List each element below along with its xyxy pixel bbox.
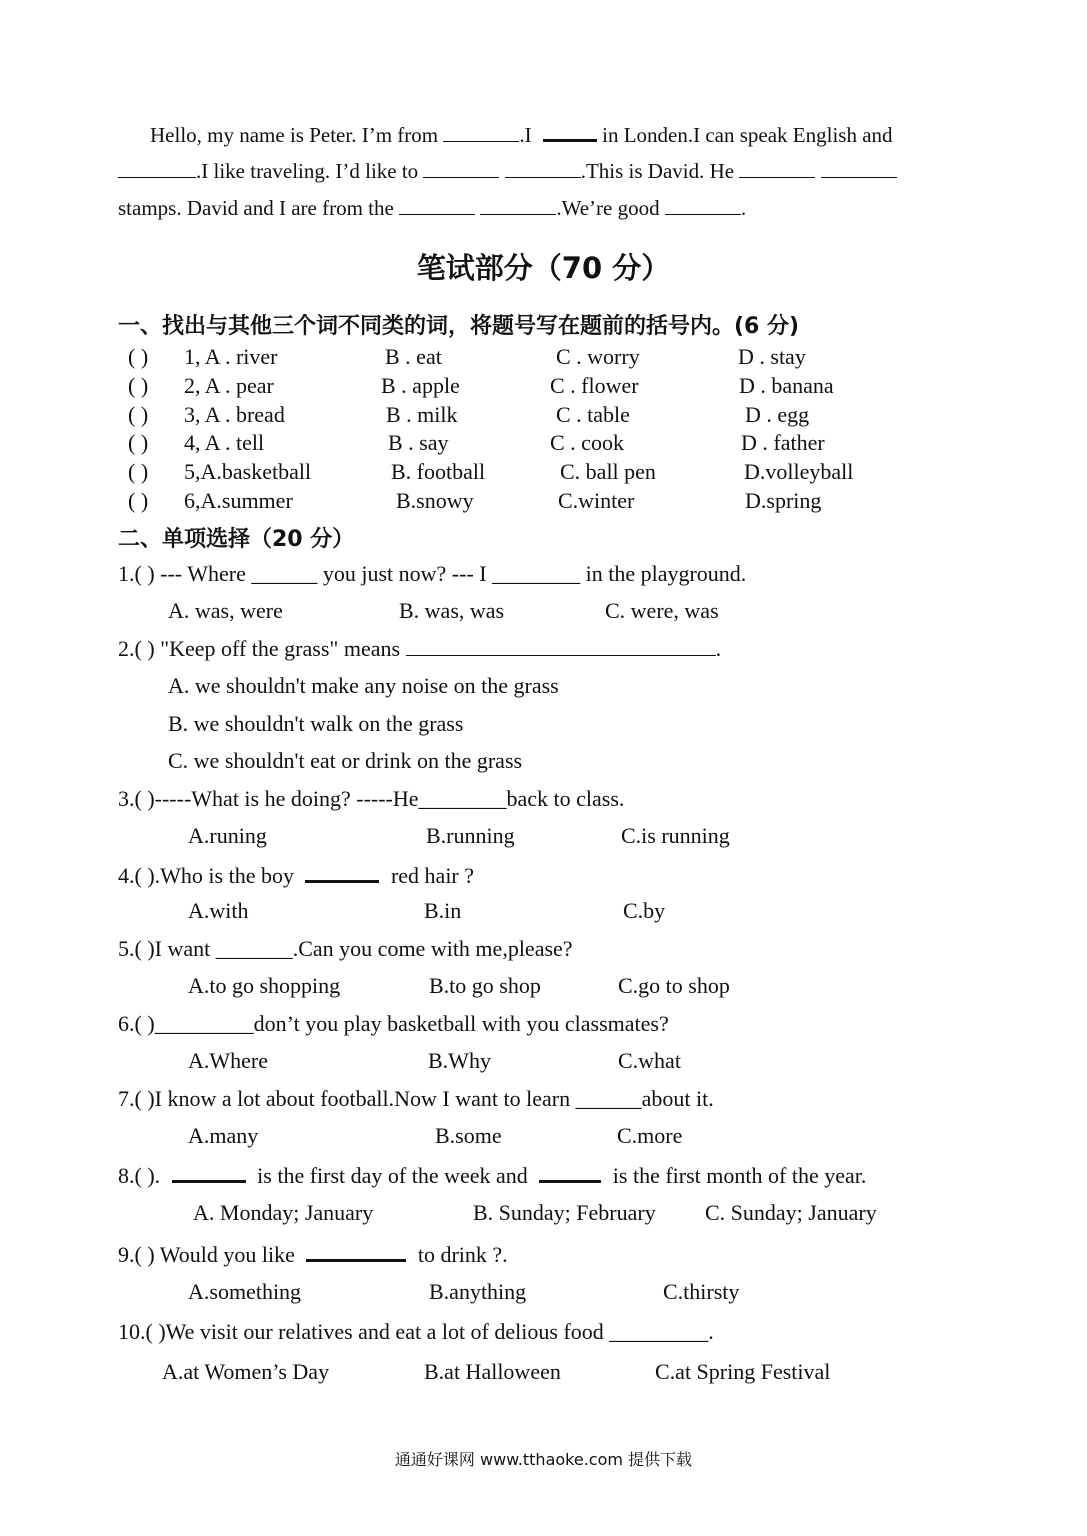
blank[interactable] — [443, 123, 519, 142]
blank[interactable] — [118, 159, 196, 178]
question-3-stem: 3.( )-----What is he doing? -----He________back to class. — [118, 786, 625, 811]
question-9-option-b[interactable]: B.anything — [429, 1279, 527, 1304]
part1-item-4-b: B . say — [388, 430, 449, 455]
blank[interactable] — [480, 196, 556, 215]
blank[interactable] — [423, 159, 499, 178]
question-5-stem: 5.( )I want _______.Can you come with me,please? — [118, 936, 573, 961]
question-8-option-b[interactable]: B. Sunday; February — [473, 1200, 656, 1225]
part1-bracket[interactable]: ( ) — [128, 344, 149, 369]
question-6-stem: 6.( )_________don’t you play basketball with you classmates? — [118, 1011, 669, 1036]
part1-item-2-a: 2, A . pear — [184, 373, 274, 398]
part1-item-4-a: 4, A . tell — [184, 430, 265, 455]
part1-item-6-b: B.snowy — [396, 488, 474, 513]
blank[interactable] — [305, 862, 379, 883]
blank[interactable] — [505, 159, 581, 178]
question-4-option-b[interactable]: B.in — [424, 898, 462, 923]
blank[interactable] — [821, 159, 897, 178]
question-7-option-b[interactable]: B.some — [435, 1123, 502, 1148]
part2-heading: 二、单项选择（20 分） — [118, 527, 355, 552]
part1-item-3-a: 3, A . bread — [184, 402, 285, 427]
part1-item-4-c: C . cook — [550, 430, 624, 455]
blank[interactable] — [739, 159, 815, 178]
question-4-option-c[interactable]: C.by — [623, 898, 666, 923]
part1-item-1-d: D . stay — [738, 344, 806, 369]
footer-credit: 通通好课网 www.tthaoke.com 提供下载 — [394, 1450, 693, 1469]
question-5-option-c[interactable]: C.go to shop — [618, 973, 730, 998]
blank[interactable] — [665, 196, 741, 215]
blank[interactable] — [543, 121, 597, 142]
question-2-stem: 2.( ) "Keep off the grass" means . — [118, 636, 722, 661]
part1-bracket[interactable]: ( ) — [128, 459, 149, 484]
blank[interactable] — [172, 1162, 246, 1183]
part1-item-6-d: D.spring — [745, 488, 822, 513]
question-10-option-c[interactable]: C.at Spring Festival — [655, 1359, 831, 1384]
part1-item-1-c: C . worry — [556, 344, 640, 369]
question-10-stem: 10.( )We visit our relatives and eat a lot of delious food _________. — [118, 1319, 714, 1344]
question-6-option-b[interactable]: B.Why — [428, 1048, 491, 1073]
part1-bracket[interactable]: ( ) — [128, 430, 149, 455]
part1-item-5-c: C. ball pen — [560, 459, 656, 484]
passage-line-2: .I like traveling. I’d like to .This is David. He — [118, 159, 897, 182]
blank[interactable] — [539, 1162, 601, 1183]
question-3-option-a[interactable]: A.runing — [188, 823, 267, 848]
part1-item-5-d: D.volleyball — [744, 459, 854, 484]
part1-item-6-a: 6,A.summer — [184, 488, 293, 513]
question-8-option-a[interactable]: A. Monday; January — [193, 1200, 374, 1225]
question-10-option-a[interactable]: A.at Women’s Day — [162, 1359, 330, 1384]
question-4-option-a[interactable]: A.with — [188, 898, 249, 923]
part1-item-6-c: C.winter — [558, 488, 635, 513]
question-7-stem: 7.( )I know a lot about football.Now I want to learn ______about it. — [118, 1086, 714, 1111]
part1-item-2-b: B . apple — [381, 373, 460, 398]
question-7-option-c[interactable]: C.more — [617, 1123, 683, 1148]
question-2-option-c[interactable]: C. we shouldn't eat or drink on the grass — [168, 748, 523, 773]
part1-item-3-d: D . egg — [745, 402, 810, 427]
question-5-option-b[interactable]: B.to go shop — [429, 973, 541, 998]
part1-item-1-a: 1, A . river — [184, 344, 278, 369]
question-2-option-a[interactable]: A. we shouldn't make any noise on the grass — [168, 673, 559, 698]
blank[interactable] — [306, 1241, 406, 1262]
passage-line-1: Hello, my name is Peter. I’m from .I in Londen.I can speak English and — [150, 123, 893, 147]
question-1-stem: 1.( ) --- Where ______ you just now? --- I ________ in the playground. — [118, 561, 747, 586]
question-9-option-a[interactable]: A.something — [188, 1279, 302, 1304]
part1-item-2-d: D . banana — [739, 373, 834, 398]
question-6-option-c[interactable]: C.what — [618, 1048, 681, 1073]
part1-bracket[interactable]: ( ) — [128, 488, 149, 513]
question-9-stem: 9.( ) Would you like to drink ?. — [118, 1242, 508, 1267]
part1-item-5-a: 5,A.basketball — [184, 459, 312, 484]
passage-line-3: stamps. David and I are from the .We’re good . — [118, 196, 747, 220]
question-4-stem: 4.( ).Who is the boy red hair ? — [118, 863, 475, 888]
question-1-option-a[interactable]: A. was, were — [168, 598, 283, 623]
part1-bracket[interactable]: ( ) — [128, 402, 149, 427]
question-1-option-c[interactable]: C. were, was — [605, 598, 719, 623]
part1-item-2-c: C . flower — [550, 373, 639, 398]
question-8-stem: 8.( ). is the first day of the week and is the first month of the year. — [118, 1163, 867, 1188]
blank[interactable] — [399, 196, 475, 215]
question-9-option-c[interactable]: C.thirsty — [663, 1279, 740, 1304]
question-8-option-c[interactable]: C. Sunday; January — [705, 1200, 877, 1225]
question-2-option-b[interactable]: B. we shouldn't walk on the grass — [168, 711, 464, 736]
blank[interactable] — [406, 637, 716, 656]
question-10-option-b[interactable]: B.at Halloween — [424, 1359, 561, 1384]
part1-item-3-b: B . milk — [386, 402, 458, 427]
question-3-option-b[interactable]: B.running — [426, 823, 515, 848]
question-3-option-c[interactable]: C.is running — [621, 823, 730, 848]
part1-item-1-b: B . eat — [385, 344, 442, 369]
question-6-option-a[interactable]: A.Where — [188, 1048, 269, 1073]
part1-item-5-b: B. football — [391, 459, 486, 484]
question-5-option-a[interactable]: A.to go shopping — [188, 973, 341, 998]
section-title: 笔试部分（70 分） — [416, 251, 671, 285]
question-7-option-a[interactable]: A.many — [188, 1123, 259, 1148]
part1-item-4-d: D . father — [741, 430, 825, 455]
part1-item-3-c: C . table — [556, 402, 630, 427]
part1-bracket[interactable]: ( ) — [128, 373, 149, 398]
part1-heading: 一、找出与其他三个词不同类的词，将题号写在题前的括号内。(6 分) — [118, 314, 800, 339]
question-1-option-b[interactable]: B. was, was — [399, 598, 505, 623]
